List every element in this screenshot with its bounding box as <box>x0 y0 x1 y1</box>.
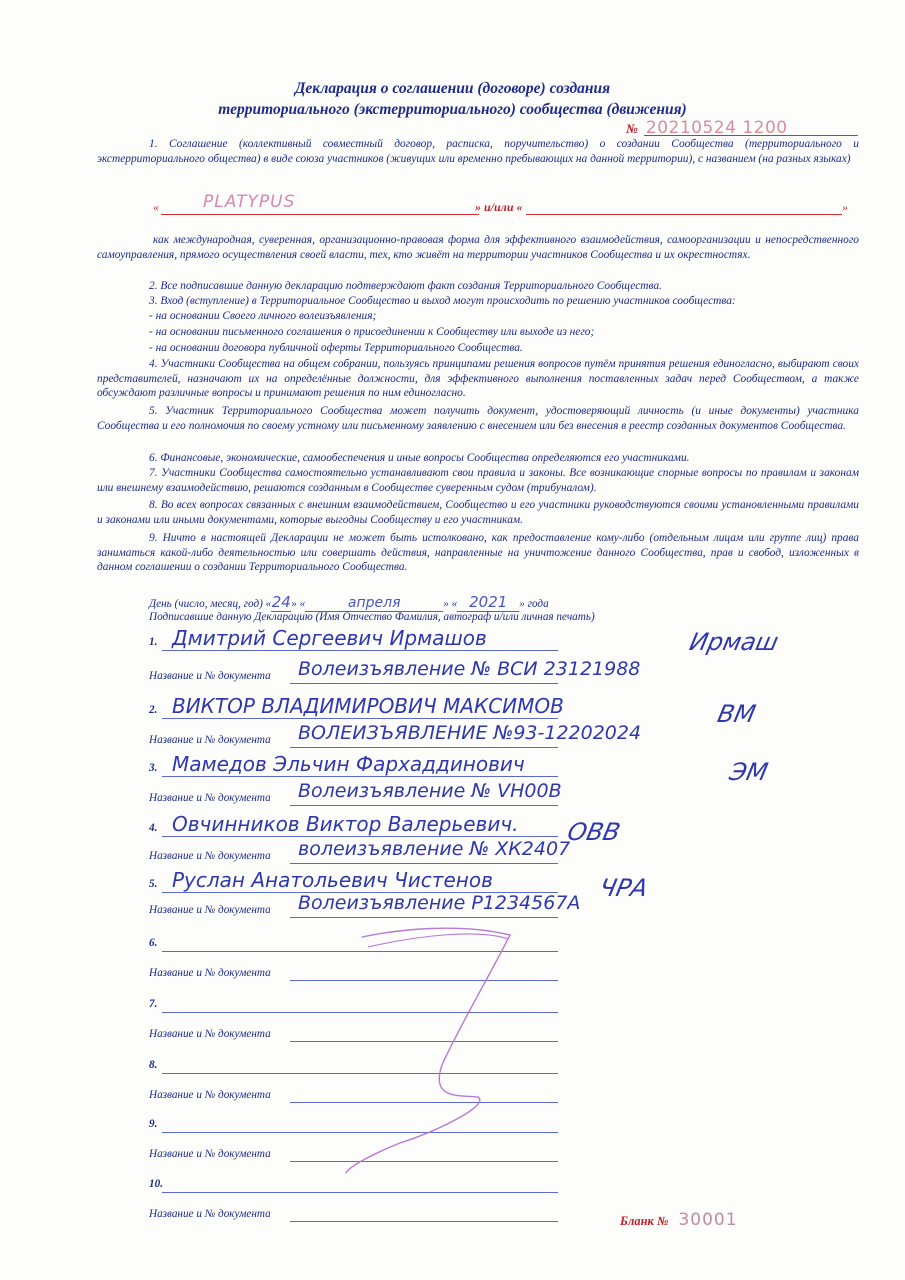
number-underline <box>644 135 858 136</box>
scribble-path <box>346 928 510 1173</box>
document-value: волеизъявление № ХК2407 <box>298 838 571 860</box>
autograph: ЧРА <box>597 874 651 902</box>
signatory-number: 5. <box>149 878 158 890</box>
number-value: 20210524 1200 <box>645 118 788 138</box>
signatory-name-line <box>162 1192 558 1193</box>
document-value: Волеизъявление № ВСИ 23121988 <box>298 658 641 680</box>
clause-4: 4. Участники Сообщества на общем собрании, пользуясь принципами решения вопросов путём принятия решения единогласно, выбирают своих представителей, назначают их на определённые должности, для эффективного выполнения поставленных задач перед Сообществом, а также обсуждают различные вопросы и принимают решения по ним единогласно. <box>97 358 859 400</box>
document-line <box>290 863 558 864</box>
document-label: Название и № документа <box>149 670 271 682</box>
close-quote: » <box>842 200 848 214</box>
blank-label: Бланк № <box>620 1214 669 1228</box>
clause-5: 5. Участник Территориального Сообщества может получить документ, удостоверяющий личность (и иные документы) участника Сообщества и его полномочия по своему устному или письменному заявлению с внесением или без внесения в реестр созданных документов Сообщества. <box>97 405 859 432</box>
document-value: Волеизъявление № VH00В <box>298 780 562 802</box>
clause-1-continuation: как международная, суверенная, организационно-правовая форма для эффективного взаимодействия, самоорганизации и непосредственного самоуправления, прямого осуществления своей власти, тех, кто живёт на территории участников Сообщества и их окрестностях. <box>97 234 859 261</box>
document-line <box>290 683 558 684</box>
signatories-caption: Подписавшие данную Декларацию (Имя Отчество Фамилия, автограф и/или личная печать) <box>149 611 595 623</box>
blank-value: 30001 <box>678 1210 738 1230</box>
signatory-name-line <box>162 776 558 777</box>
clause-7: 7. Участники Сообщества самостоятельно устанавливают свои правила и законы. Все возникающие спорные вопросы по правилам и законам или внешнему взаимодействию, решаются созданным в Сообществе суверенным судом (трибуналом). <box>97 467 859 494</box>
signatory-name: Дмитрий Сергеевич Ирмашов <box>172 626 487 650</box>
document-line <box>290 805 558 806</box>
autograph: ЭМ <box>727 758 771 786</box>
signatory-name: Овчинников Виктор Валерьевич. <box>172 812 519 836</box>
document-value: ВОЛЕИЗЪЯВЛЕНИЕ №93-12202024 <box>298 722 642 744</box>
signatory-number: 3. <box>149 762 158 774</box>
date-month: апреля <box>305 595 443 612</box>
document-label: Название и № документа <box>149 734 271 746</box>
signatory-number: 9. <box>149 1118 158 1130</box>
autograph: ОВВ <box>565 818 623 846</box>
document-label: Название и № документа <box>149 792 271 804</box>
clause-3-item-3: - на основании договора публичной оферты Территориального Сообщества. <box>149 342 523 354</box>
document-number <box>626 118 858 138</box>
date-sep2: » « <box>443 598 458 610</box>
document-label: Название и № документа <box>149 1028 271 1040</box>
document-label: Название и № документа <box>149 1208 271 1220</box>
signatory-number: 2. <box>149 704 158 716</box>
date-row <box>149 593 609 613</box>
signatory-number: 4. <box>149 822 158 834</box>
signatory-name: Мамедов Эльчин Фархаддинович <box>172 752 525 776</box>
void-scribble <box>340 915 540 1180</box>
clause-8: 8. Во всех вопросах связанных с внешним взаимодействием, Сообщество и его участники руководствуются своими установленными правилами и законами или иными документами, которые выгодны Сообществу и его участникам. <box>97 499 859 526</box>
scribble-path-2 <box>368 934 508 947</box>
clause-6: 6. Финансовые, экономические, самообеспечения и иные вопросы Сообщества определяются его участниками. <box>149 452 690 464</box>
signatory-number: 6. <box>149 937 158 949</box>
signatory-name-line <box>162 718 558 719</box>
clause-9: 9. Ничто в настоящей Декларации не может быть истолковано, как предоставление кому-либо (отдельным лицам или группе лиц) права заниматься какой-либо деятельностью или совершать действия, направленные на уничтожение данного Сообщества, прав и свобод, изложенных в данном соглашении о создании Территориального Сообщества. <box>97 532 859 574</box>
signatory-number: 7. <box>149 998 158 1010</box>
clause-3-item-1: - на основании Своего личного волеизъявления; <box>149 310 377 322</box>
date-label: День (число, месяц, год) « <box>149 598 272 610</box>
open-quote: « <box>153 200 159 214</box>
document-label: Название и № документа <box>149 850 271 862</box>
document-label: Название и № документа <box>149 1089 271 1101</box>
clause-3: 3. Вход (вступление) в Территориальное Сообщество и выход могут происходить по решению участников сообщества: <box>149 295 736 307</box>
document-label: Название и № документа <box>149 1148 271 1160</box>
document-line <box>290 747 558 748</box>
number-label: № <box>626 121 638 136</box>
signatory-name-line <box>162 650 558 651</box>
name-underline-2 <box>526 214 842 215</box>
document-title-line2: территориального (экстерриториального) сообщества (движения) <box>218 101 687 118</box>
signatory-number: 8. <box>149 1059 158 1071</box>
document-line <box>290 1221 558 1222</box>
and-or-text: » и/или « <box>475 200 523 214</box>
clause-1-text: 1. Соглашение (коллективный совместный договор, расписка, поручительство) о создании Сообщества (территориального и экстерриториального общества) в виде союза участников (живущих или временно пребывающих на данной территории), с названием (на разных языках) <box>97 138 859 165</box>
autograph: Ирмаш <box>687 628 781 656</box>
date-day: 24 <box>271 593 291 611</box>
date-suffix: » года <box>519 598 549 610</box>
document-label: Название и № документа <box>149 904 271 916</box>
clause-2: 2. Все подписавшие данную декларацию подтверждают факт создания Территориального Сообщества. <box>149 280 662 292</box>
document-value: Волеизъявление Р1234567А <box>298 892 581 914</box>
date-year: 2021 <box>457 593 519 612</box>
community-name-row <box>153 192 853 218</box>
signatory-name: Руслан Анатольевич Чистенов <box>172 868 493 892</box>
blank-number <box>620 1210 738 1230</box>
signatory-name: ВИКТОР ВЛАДИМИРОВИЧ МАКСИМОВ <box>172 694 564 718</box>
date-sep1: » « <box>291 598 306 610</box>
clause-3-item-2: - на основании письменного соглашения о присоединении к Сообществу или выходе из него; <box>149 326 595 338</box>
signatory-name-line <box>162 836 558 837</box>
signatory-number: 1. <box>149 636 158 648</box>
name-underline-1 <box>161 214 479 215</box>
autograph: ВМ <box>715 700 759 728</box>
signatory-number: 10. <box>149 1178 163 1190</box>
document-label: Название и № документа <box>149 967 271 979</box>
document-title-line1: Декларация о соглашении (договоре) создания <box>294 80 611 97</box>
community-name-value: PLATYPUS <box>203 192 296 212</box>
